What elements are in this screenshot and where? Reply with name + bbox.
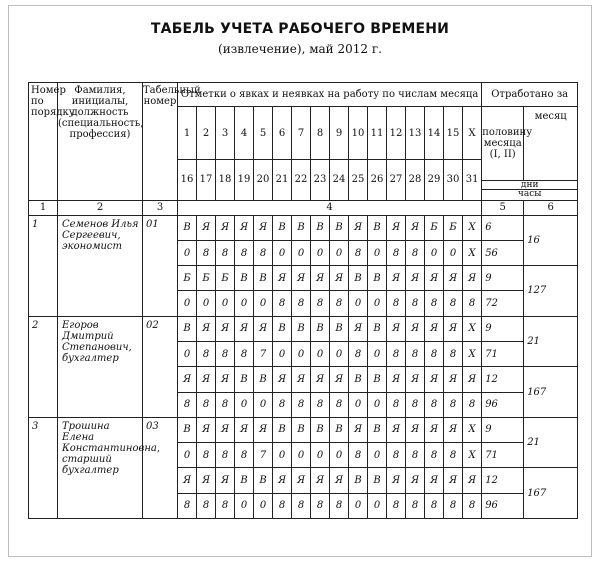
- day-header: 11: [368, 107, 387, 160]
- day-mark: 0: [235, 291, 254, 316]
- day-mark: В: [178, 215, 197, 240]
- day-mark: Я: [292, 266, 311, 291]
- day-mark: В: [368, 367, 387, 392]
- half-value: 96: [482, 493, 524, 518]
- day-mark: 0: [368, 240, 387, 265]
- day-mark: В: [292, 316, 311, 341]
- day-mark: 8: [444, 342, 463, 367]
- day-mark: Я: [444, 266, 463, 291]
- day-header: 24: [330, 159, 349, 200]
- day-mark: Я: [425, 417, 444, 442]
- half-value: 56: [482, 240, 524, 265]
- day-header: 16: [178, 159, 197, 200]
- day-mark: Я: [330, 468, 349, 493]
- day-mark: 0: [178, 291, 197, 316]
- header-days-unit: дни: [482, 181, 577, 190]
- day-mark: Б: [216, 266, 235, 291]
- day-mark: 8: [444, 291, 463, 316]
- day-mark: 8: [311, 291, 330, 316]
- day-mark: 8: [197, 240, 216, 265]
- day-mark: Я: [387, 417, 406, 442]
- employee-name: Трошина Елена Константиновна, старший бухгалтер: [58, 417, 143, 518]
- day-mark: Я: [387, 468, 406, 493]
- day-header: 6: [273, 107, 292, 160]
- day-mark: 0: [330, 342, 349, 367]
- day-mark: 8: [216, 443, 235, 468]
- day-mark: В: [349, 367, 368, 392]
- day-mark: 0: [330, 240, 349, 265]
- day-header: 25: [349, 159, 368, 200]
- day-mark: 8: [273, 392, 292, 417]
- day-mark: 0: [368, 392, 387, 417]
- day-header: 18: [216, 159, 235, 200]
- day-mark: В: [311, 316, 330, 341]
- day-mark: Я: [178, 468, 197, 493]
- employee-tab: 03: [143, 417, 178, 518]
- day-mark: 8: [444, 443, 463, 468]
- header-half: половину месяца (I, II): [482, 107, 524, 181]
- day-mark: Я: [216, 417, 235, 442]
- day-mark: 8: [292, 291, 311, 316]
- day-mark: В: [178, 316, 197, 341]
- day-mark: Б: [178, 266, 197, 291]
- day-mark: 0: [254, 291, 273, 316]
- day-header: 4: [235, 107, 254, 160]
- half-value: 12: [482, 367, 524, 392]
- day-mark: 8: [311, 493, 330, 518]
- day-mark: Я: [273, 367, 292, 392]
- day-mark: 8: [463, 291, 482, 316]
- header-units: [482, 180, 578, 200]
- day-mark: Я: [425, 266, 444, 291]
- day-mark: В: [292, 417, 311, 442]
- day-mark: 8: [349, 342, 368, 367]
- day-mark: Я: [387, 215, 406, 240]
- day-header: 13: [406, 107, 425, 160]
- day-mark: Я: [406, 215, 425, 240]
- day-mark: 0: [368, 291, 387, 316]
- day-mark: 0: [273, 240, 292, 265]
- day-mark: Я: [444, 367, 463, 392]
- day-mark: 0: [235, 392, 254, 417]
- day-mark: 8: [463, 392, 482, 417]
- day-mark: Я: [216, 468, 235, 493]
- day-mark: 0: [444, 240, 463, 265]
- day-mark: Я: [235, 417, 254, 442]
- day-mark: В: [235, 468, 254, 493]
- half-value: 6: [482, 215, 524, 240]
- day-mark: В: [178, 417, 197, 442]
- day-header: 3: [216, 107, 235, 160]
- day-mark: В: [368, 468, 387, 493]
- month-value: 16: [524, 215, 578, 266]
- day-mark: 8: [178, 392, 197, 417]
- day-mark: 0: [311, 240, 330, 265]
- day-mark: Я: [463, 367, 482, 392]
- day-mark: В: [311, 215, 330, 240]
- day-mark: В: [349, 468, 368, 493]
- day-mark: 0: [273, 342, 292, 367]
- day-mark: Я: [197, 417, 216, 442]
- day-header: 10: [349, 107, 368, 160]
- day-header: 22: [292, 159, 311, 200]
- day-mark: 0: [235, 493, 254, 518]
- day-mark: 8: [235, 240, 254, 265]
- half-value: 12: [482, 468, 524, 493]
- day-mark: Х: [463, 316, 482, 341]
- day-header: X: [463, 107, 482, 160]
- header-worked: Отработано за: [482, 83, 578, 107]
- day-mark: Х: [463, 240, 482, 265]
- day-mark: В: [368, 266, 387, 291]
- day-mark: Я: [311, 468, 330, 493]
- day-mark: 8: [330, 392, 349, 417]
- day-header: 19: [235, 159, 254, 200]
- day-mark: Х: [463, 443, 482, 468]
- day-mark: В: [349, 266, 368, 291]
- col-number: 2: [58, 200, 143, 215]
- day-mark: В: [330, 215, 349, 240]
- day-mark: Я: [349, 417, 368, 442]
- day-mark: Я: [444, 417, 463, 442]
- day-mark: В: [235, 266, 254, 291]
- day-mark: 0: [197, 291, 216, 316]
- day-mark: Я: [425, 316, 444, 341]
- month-value: 21: [524, 316, 578, 367]
- col-number: 5: [482, 200, 524, 215]
- day-header: 20: [254, 159, 273, 200]
- day-mark: 7: [254, 342, 273, 367]
- header-marks: Отметки о явках и неявках на работу по числам месяца: [178, 83, 482, 107]
- day-mark: В: [254, 468, 273, 493]
- day-mark: 0: [368, 493, 387, 518]
- day-mark: 8: [406, 240, 425, 265]
- day-mark: 8: [387, 240, 406, 265]
- day-header: 21: [273, 159, 292, 200]
- day-mark: В: [368, 215, 387, 240]
- day-header: 31: [463, 159, 482, 200]
- month-value: 167: [524, 468, 578, 519]
- month-value: 167: [524, 367, 578, 418]
- day-mark: 8: [197, 392, 216, 417]
- day-mark: 8: [197, 493, 216, 518]
- day-mark: 8: [444, 493, 463, 518]
- day-mark: В: [368, 417, 387, 442]
- day-mark: Я: [254, 316, 273, 341]
- day-header: 14: [425, 107, 444, 160]
- day-mark: Б: [197, 266, 216, 291]
- day-header: 23: [311, 159, 330, 200]
- header-name: Фамилия, инициалы, должность (специальность, профессия): [58, 83, 143, 201]
- day-mark: В: [330, 316, 349, 341]
- day-mark: 8: [425, 342, 444, 367]
- day-mark: 8: [273, 493, 292, 518]
- day-mark: Я: [444, 316, 463, 341]
- col-number: 1: [29, 200, 58, 215]
- half-value: 72: [482, 291, 524, 316]
- day-mark: 8: [387, 443, 406, 468]
- day-mark: 8: [330, 291, 349, 316]
- day-mark: Я: [292, 367, 311, 392]
- day-mark: 0: [292, 342, 311, 367]
- day-mark: В: [273, 316, 292, 341]
- day-mark: 7: [254, 443, 273, 468]
- col-number: 3: [143, 200, 178, 215]
- day-header: 2: [197, 107, 216, 160]
- day-mark: Я: [349, 215, 368, 240]
- day-mark: Я: [387, 367, 406, 392]
- day-mark: Х: [463, 417, 482, 442]
- day-mark: 8: [387, 392, 406, 417]
- document-title: ТАБЕЛЬ УЧЕТА РАБОЧЕГО ВРЕМЕНИ: [150, 21, 450, 37]
- day-mark: Х: [463, 342, 482, 367]
- day-mark: 8: [349, 443, 368, 468]
- day-header: 15: [444, 107, 463, 160]
- employee-name: Егоров Дмитрий Степанович, бухгалтер: [58, 316, 143, 417]
- half-value: 71: [482, 342, 524, 367]
- day-mark: 8: [235, 342, 254, 367]
- half-value: 9: [482, 417, 524, 442]
- day-mark: Я: [197, 468, 216, 493]
- day-mark: Я: [235, 215, 254, 240]
- day-mark: Я: [406, 417, 425, 442]
- day-mark: 8: [425, 493, 444, 518]
- day-mark: 8: [216, 240, 235, 265]
- day-mark: Я: [197, 367, 216, 392]
- header-num: Номер по порядку: [29, 83, 58, 201]
- day-mark: Я: [463, 266, 482, 291]
- day-mark: Я: [330, 367, 349, 392]
- day-mark: 8: [197, 342, 216, 367]
- day-header: 26: [368, 159, 387, 200]
- day-header: 5: [254, 107, 273, 160]
- col-number: 6: [524, 200, 578, 215]
- half-value: 71: [482, 443, 524, 468]
- day-mark: 0: [292, 443, 311, 468]
- day-mark: 8: [178, 493, 197, 518]
- day-mark: В: [273, 417, 292, 442]
- month-value: 21: [524, 417, 578, 468]
- employee-num: 3: [29, 417, 58, 518]
- day-header: 17: [197, 159, 216, 200]
- day-header: 30: [444, 159, 463, 200]
- day-mark: 8: [463, 493, 482, 518]
- half-value: 96: [482, 392, 524, 417]
- employee-tab: 01: [143, 215, 178, 316]
- day-mark: Я: [216, 215, 235, 240]
- timesheet-table: [28, 82, 578, 519]
- day-mark: 8: [406, 443, 425, 468]
- day-mark: 0: [349, 392, 368, 417]
- day-header: 1: [178, 107, 197, 160]
- employee-name: Семенов Илья Сергеевич, экономист: [58, 215, 143, 316]
- day-mark: Я: [292, 468, 311, 493]
- day-mark: Я: [235, 316, 254, 341]
- day-mark: Я: [406, 367, 425, 392]
- day-mark: Я: [273, 266, 292, 291]
- document-subtitle: (извлечение), май 2012 г.: [218, 42, 382, 56]
- day-mark: Я: [197, 316, 216, 341]
- day-mark: Я: [349, 316, 368, 341]
- day-mark: 0: [349, 291, 368, 316]
- header-tab: Табельный номер: [143, 83, 178, 201]
- employee-num: 2: [29, 316, 58, 417]
- day-mark: Я: [178, 367, 197, 392]
- day-mark: Я: [216, 367, 235, 392]
- header-month: месяц: [524, 107, 578, 181]
- day-mark: 8: [273, 291, 292, 316]
- day-mark: Я: [330, 266, 349, 291]
- day-mark: 0: [311, 342, 330, 367]
- day-mark: Я: [406, 266, 425, 291]
- day-mark: В: [311, 417, 330, 442]
- day-mark: 8: [235, 443, 254, 468]
- day-mark: Б: [444, 215, 463, 240]
- half-value: 9: [482, 316, 524, 341]
- month-value: 127: [524, 266, 578, 317]
- header-hours-unit: часы: [517, 189, 542, 200]
- day-mark: 0: [254, 493, 273, 518]
- day-mark: 8: [425, 392, 444, 417]
- day-mark: 8: [444, 392, 463, 417]
- day-mark: 8: [292, 493, 311, 518]
- day-mark: 0: [368, 342, 387, 367]
- day-mark: Я: [406, 468, 425, 493]
- day-mark: 0: [368, 443, 387, 468]
- day-mark: 8: [425, 443, 444, 468]
- day-mark: 0: [216, 291, 235, 316]
- day-mark: 8: [349, 240, 368, 265]
- day-mark: 0: [292, 240, 311, 265]
- day-mark: В: [235, 367, 254, 392]
- day-mark: 0: [178, 240, 197, 265]
- day-mark: 8: [216, 392, 235, 417]
- day-mark: Я: [444, 468, 463, 493]
- day-header: 12: [387, 107, 406, 160]
- day-mark: Я: [254, 215, 273, 240]
- day-header: 9: [330, 107, 349, 160]
- half-value: 9: [482, 266, 524, 291]
- day-header: 8: [311, 107, 330, 160]
- day-mark: Я: [311, 266, 330, 291]
- day-mark: 0: [178, 342, 197, 367]
- day-mark: 8: [197, 443, 216, 468]
- day-mark: 0: [349, 493, 368, 518]
- day-mark: В: [292, 215, 311, 240]
- day-mark: 8: [254, 240, 273, 265]
- employee-tab: 02: [143, 316, 178, 417]
- day-header: 29: [425, 159, 444, 200]
- day-mark: В: [330, 417, 349, 442]
- day-mark: Я: [463, 468, 482, 493]
- day-mark: Я: [425, 468, 444, 493]
- day-mark: Я: [216, 316, 235, 341]
- day-header: 28: [406, 159, 425, 200]
- employee-num: 1: [29, 215, 58, 316]
- day-mark: В: [368, 316, 387, 341]
- day-mark: Я: [311, 367, 330, 392]
- day-mark: 8: [311, 392, 330, 417]
- day-mark: В: [254, 367, 273, 392]
- day-mark: 0: [273, 443, 292, 468]
- day-mark: 8: [387, 342, 406, 367]
- day-mark: 8: [406, 342, 425, 367]
- day-mark: 8: [216, 342, 235, 367]
- day-mark: 8: [406, 392, 425, 417]
- day-mark: 8: [425, 291, 444, 316]
- day-mark: Я: [406, 316, 425, 341]
- day-mark: Я: [425, 367, 444, 392]
- col-number: 4: [178, 200, 482, 215]
- day-mark: 8: [387, 493, 406, 518]
- day-mark: Я: [254, 417, 273, 442]
- day-mark: В: [273, 215, 292, 240]
- day-header: 27: [387, 159, 406, 200]
- day-mark: Я: [387, 316, 406, 341]
- day-mark: 0: [178, 443, 197, 468]
- day-mark: 0: [254, 392, 273, 417]
- day-mark: Б: [425, 215, 444, 240]
- day-mark: 0: [330, 443, 349, 468]
- day-header: 7: [292, 107, 311, 160]
- day-mark: 8: [406, 291, 425, 316]
- day-mark: 8: [330, 493, 349, 518]
- day-mark: 8: [406, 493, 425, 518]
- day-mark: 8: [216, 493, 235, 518]
- day-mark: В: [254, 266, 273, 291]
- day-mark: 8: [292, 392, 311, 417]
- day-mark: 8: [387, 291, 406, 316]
- day-mark: Я: [197, 215, 216, 240]
- day-mark: Х: [463, 215, 482, 240]
- day-mark: 0: [311, 443, 330, 468]
- day-mark: Я: [273, 468, 292, 493]
- day-mark: 0: [425, 240, 444, 265]
- day-mark: Я: [387, 266, 406, 291]
